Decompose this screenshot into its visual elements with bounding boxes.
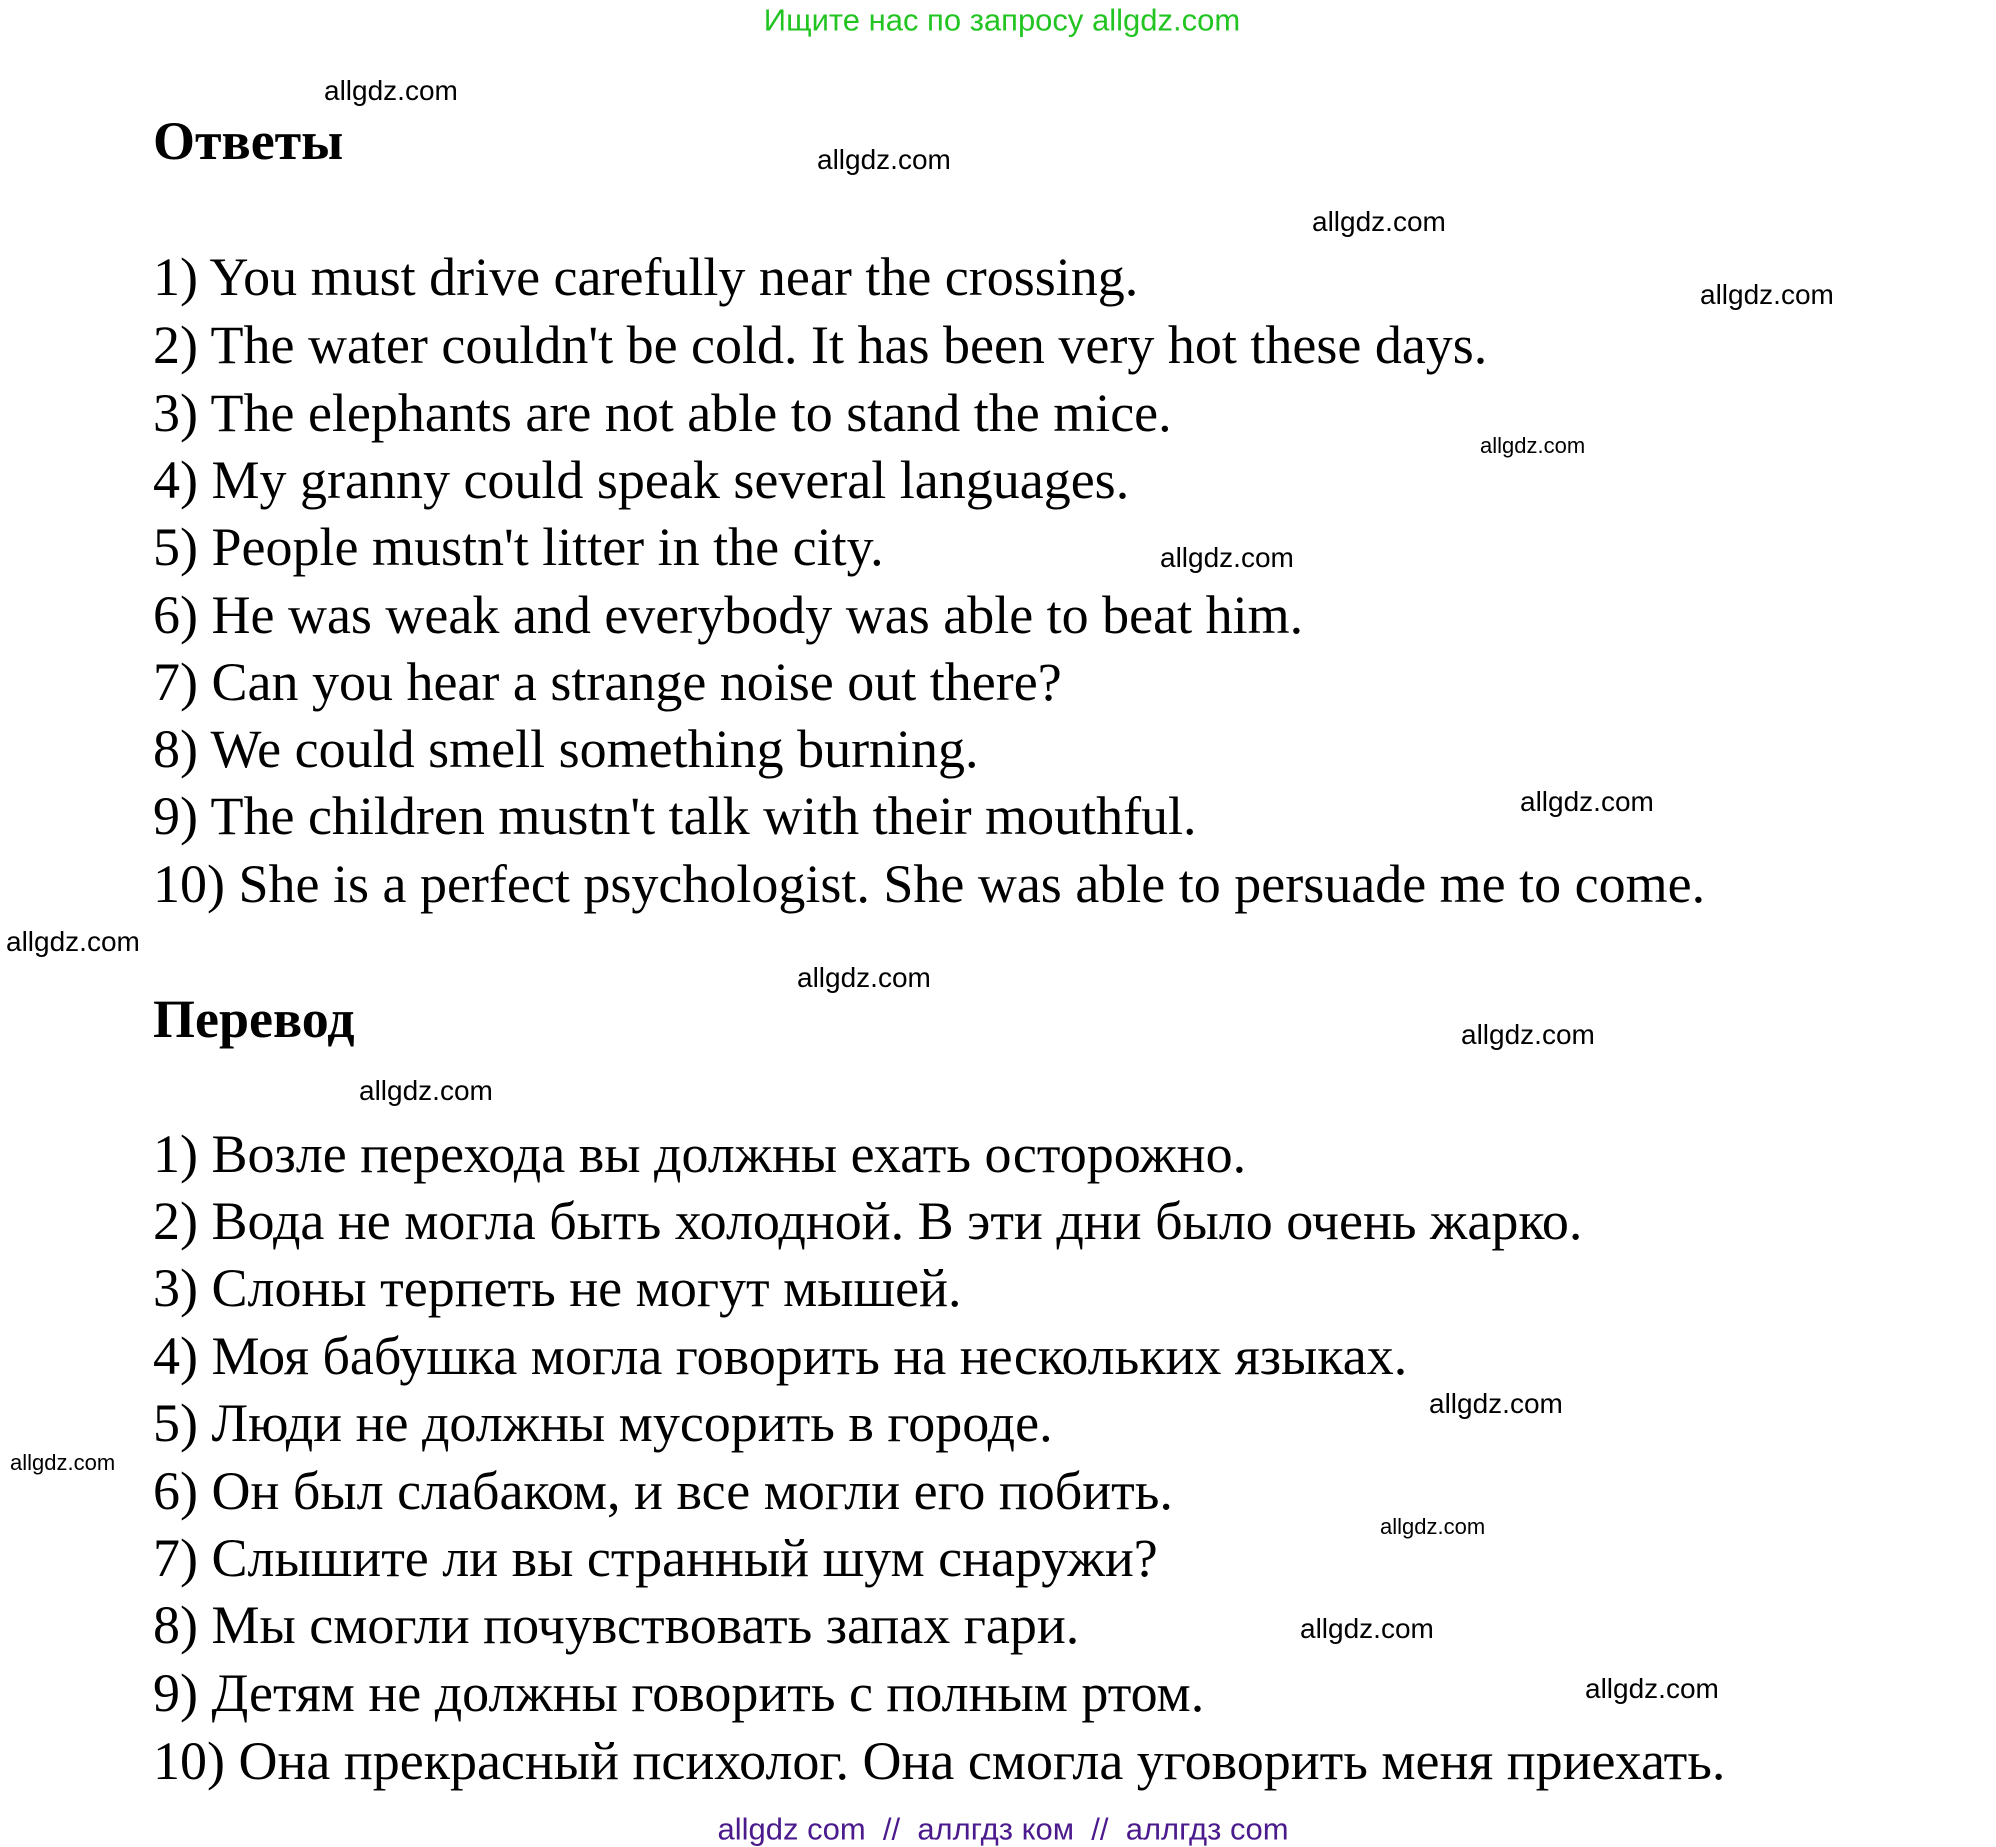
answer-item: 9) The children mustn't talk with their mouthful. xyxy=(153,786,1197,846)
watermark: allgdz.com xyxy=(1461,1019,1595,1050)
answer-item: 7) Can you hear a strange noise out there? xyxy=(153,652,1062,712)
bottom-banner: allgdz com // аллгдз ком // аллгдз com xyxy=(717,1811,1289,1847)
translation-item: 2) Вода не могла быть холодной. В эти дни было очень жарко. xyxy=(153,1191,1583,1251)
translation-item: 5) Люди не должны мусорить в городе. xyxy=(153,1393,1053,1453)
watermark: allgdz.com xyxy=(6,926,140,957)
watermark: allgdz.com xyxy=(10,1450,116,1475)
answer-item: 5) People mustn't litter in the city. xyxy=(153,517,884,577)
watermark: allgdz.com xyxy=(1520,786,1654,817)
watermark: allgdz.com xyxy=(1585,1673,1719,1704)
translation-item: 8) Мы смогли почувствовать запах гари. xyxy=(153,1595,1080,1655)
answer-item: 3) The elephants are not able to stand the mice. xyxy=(153,383,1172,443)
translation-item: 4) Моя бабушка могла говорить на нескольких языках. xyxy=(153,1326,1408,1386)
watermark: allgdz.com xyxy=(1160,542,1294,573)
translation-item: 9) Детям не должны говорить с полным ртом. xyxy=(153,1663,1205,1723)
watermark: allgdz.com xyxy=(817,144,951,175)
watermark: allgdz.com xyxy=(1429,1388,1563,1419)
translation-heading: Перевод xyxy=(153,989,355,1049)
answer-item: 10) She is a perfect psychologist. She was able to persuade me to come. xyxy=(153,854,1706,914)
watermark: allgdz.com xyxy=(1480,433,1586,458)
answer-item: 8) We could smell something burning. xyxy=(153,719,979,779)
answer-item: 6) He was weak and everybody was able to beat him. xyxy=(153,585,1304,645)
watermark: allgdz.com xyxy=(1300,1613,1434,1644)
watermark: allgdz.com xyxy=(324,75,458,106)
answer-item: 1) You must drive carefully near the crossing. xyxy=(153,247,1139,307)
watermark: allgdz.com xyxy=(797,962,931,993)
answer-item: 2) The water couldn't be cold. It has been very hot these days. xyxy=(153,315,1488,375)
translation-item: 7) Слышите ли вы странный шум снаружи? xyxy=(153,1528,1158,1588)
translation-item: 6) Он был слабаком, и все могли его побить. xyxy=(153,1461,1173,1521)
translation-item: 10) Она прекрасный психолог. Она смогла уговорить меня приехать. xyxy=(153,1731,1726,1791)
answers-heading: Ответы xyxy=(153,111,344,171)
translation-item: 1) Возле перехода вы должны ехать осторожно. xyxy=(153,1124,1247,1184)
answer-item: 4) My granny could speak several languages. xyxy=(153,450,1130,510)
watermark: allgdz.com xyxy=(1380,1514,1486,1539)
watermark: allgdz.com xyxy=(1700,279,1834,310)
translation-item: 3) Слоны терпеть не могут мышей. xyxy=(153,1258,962,1318)
watermark: allgdz.com xyxy=(1312,206,1446,237)
top-search-banner: Ищите нас по запросу allgdz.com xyxy=(763,2,1241,38)
watermark: allgdz.com xyxy=(359,1075,493,1106)
